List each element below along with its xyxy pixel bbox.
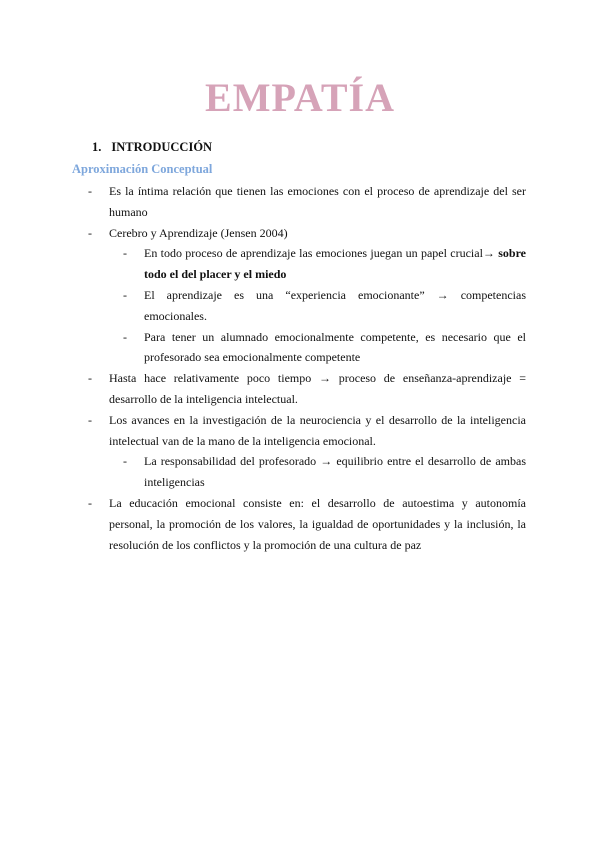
section-number: 1.	[92, 140, 102, 154]
sub-list-container	[88, 451, 526, 493]
sub-list-item	[123, 243, 526, 285]
list-item-text: Hasta hace relativamente poco tiempo → proceso de enseñanza-aprendizaje = desarrollo de la inteligencia intelectual.	[109, 371, 526, 406]
section-heading	[92, 140, 212, 155]
sub-list-item-text: El aprendizaje es una “experiencia emocionante” → competencias emocionales.	[144, 287, 526, 323]
sub-list-item	[123, 285, 526, 327]
sub-list-item-text: Para tener un alumnado emocionalmente competente, es necesario que el profesorado sea emocionalmente competente	[144, 329, 526, 365]
bullet-dash: -	[88, 371, 92, 386]
bullet-dash: -	[88, 495, 92, 510]
list-item	[88, 410, 526, 452]
list-item-text: Cerebro y Aprendizaje (Jensen 2004)	[109, 225, 288, 240]
sub-list-item	[123, 327, 526, 369]
subheading: Aproximación Conceptual	[72, 162, 213, 176]
sub-list-item-bold-text: sobre todo el del placer y el miedo	[144, 246, 526, 282]
section-title: INTRODUCCIÓN	[111, 140, 213, 154]
sub-list-item-text: La responsabilidad del profesorado → equilibrio entre el desarrollo de ambas inteligencias	[144, 454, 526, 490]
bullet-dash: -	[123, 246, 127, 261]
sub-list-item-text: En todo proceso de aprendizaje las emociones juegan un papel crucial→	[144, 246, 499, 261]
bullet-dash: -	[123, 287, 127, 302]
bullet-dash: -	[123, 454, 127, 469]
list-item-text: La educación emocional consiste en: el desarrollo de autoestima y autonomía personal, la promoción de los valores, la igualdad de oportunidades y la inclusión, la resolución de los conflictos y la promoción de una cultura de paz	[109, 495, 526, 552]
bullet-dash: -	[123, 329, 127, 344]
list-item	[88, 181, 526, 223]
bullet-dash: -	[88, 225, 92, 240]
document-title: EMPATÍA	[205, 75, 395, 120]
list-item	[88, 493, 526, 555]
list-item	[88, 368, 526, 410]
sub-bullet-list	[123, 243, 526, 368]
document-body	[88, 181, 526, 555]
list-item-text: Es la íntima relación que tienen las emociones con el proceso de aprendizaje del ser humano	[109, 184, 526, 219]
sub-bullet-list	[123, 451, 526, 493]
list-item	[88, 223, 526, 244]
sub-list-item	[123, 451, 526, 493]
bullet-list	[88, 181, 526, 555]
bullet-dash: -	[88, 412, 92, 427]
sub-list-container	[88, 243, 526, 368]
bullet-dash: -	[88, 184, 92, 198]
list-item-text: Los avances en la investigación de la neurociencia y el desarrollo de la inteligencia intelectual van de la mano de la inteligencia emocional.	[109, 412, 526, 448]
